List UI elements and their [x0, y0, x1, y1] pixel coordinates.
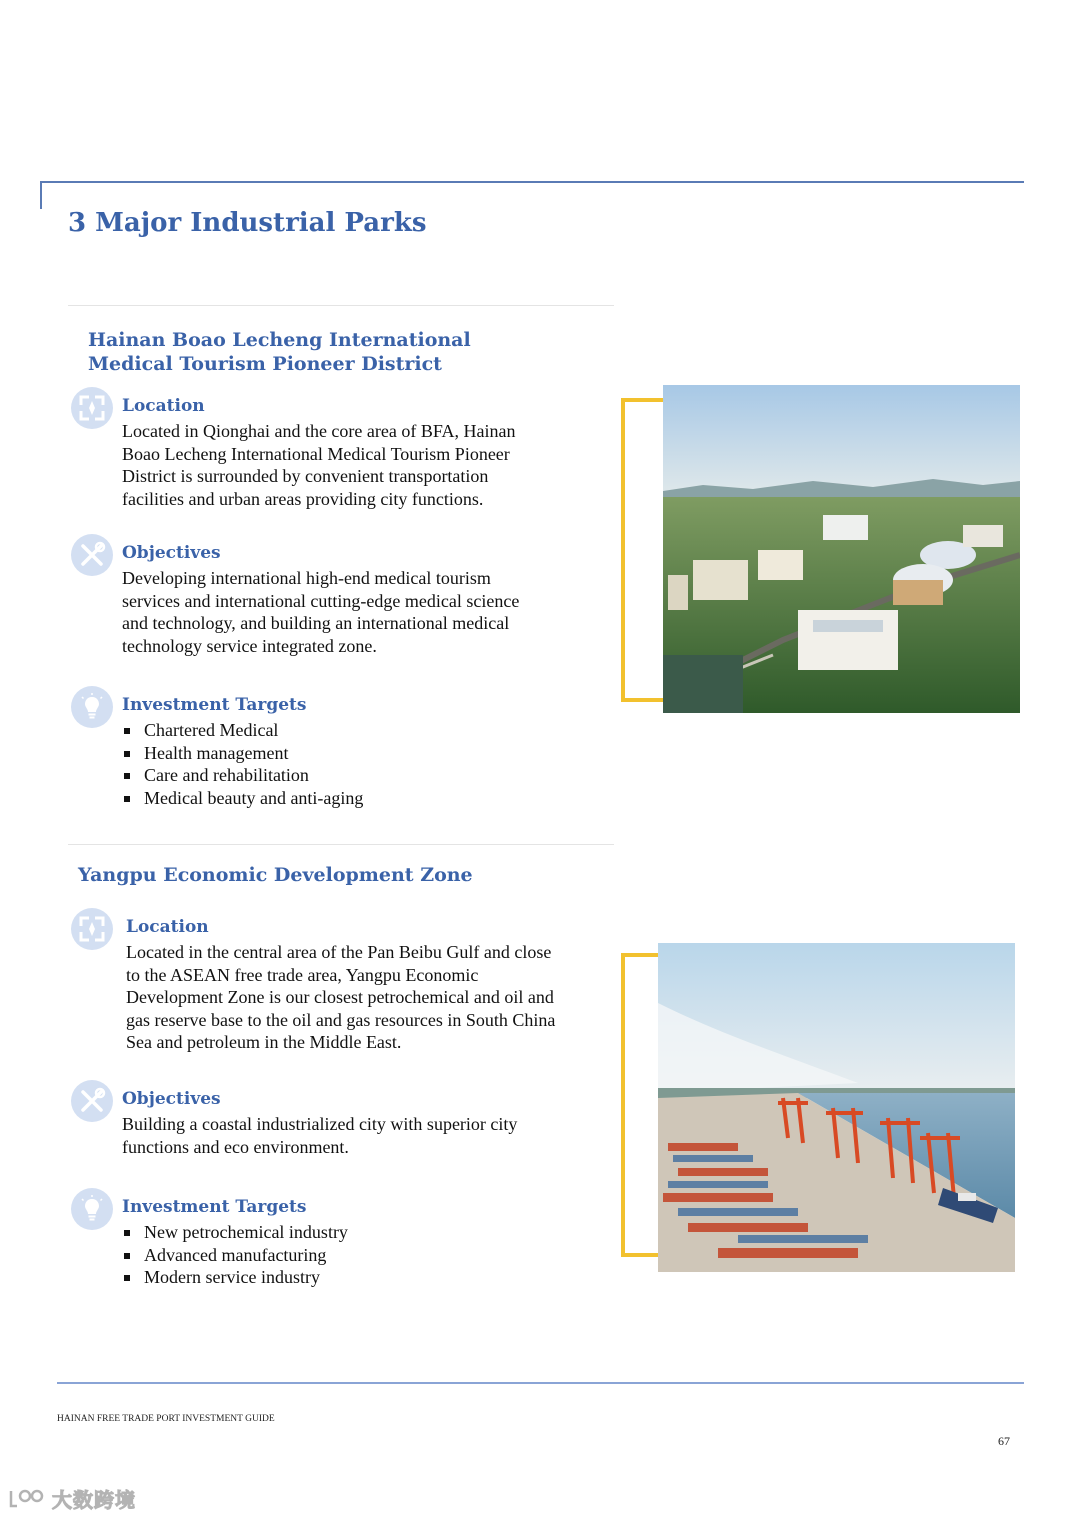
text-line: services and international cutting-edge medical science	[122, 590, 520, 611]
park-title-line: Yangpu Economic Development Zone	[78, 864, 473, 886]
text-line: District is surrounded by convenient transportation	[122, 466, 489, 486]
text-line: Sea and petroleum in the Middle East.	[126, 1032, 402, 1052]
objectives-heading: Objectives	[122, 543, 221, 563]
text-line: Building a coastal industrialized city with superior city	[122, 1114, 518, 1134]
list-item: New petrochemical industry	[122, 1221, 348, 1244]
location-heading: Location	[122, 396, 205, 416]
objectives-icon	[71, 1080, 113, 1122]
text-line: Located in Qionghai and the core area of BFA, Hainan	[122, 421, 516, 441]
objectives-heading: Objectives	[122, 1089, 221, 1109]
list-item: Advanced manufacturing	[122, 1244, 348, 1267]
compass-map-icon	[77, 914, 107, 944]
targets-list	[122, 1221, 348, 1289]
section-divider	[68, 305, 614, 306]
park-title-line: Medical Tourism Pioneer District	[88, 353, 442, 375]
photo-bracket	[621, 953, 660, 1257]
header-rule	[40, 181, 1024, 183]
park-title	[78, 863, 473, 887]
list-item: Health management	[122, 742, 363, 765]
text-line: Located in the central area of the Pan Beibu Gulf and close	[126, 942, 552, 962]
watermark-text: 大数跨境	[52, 1488, 136, 1512]
location-text	[122, 420, 602, 510]
footer-text: HAINAN FREE TRADE PORT INVESTMENT GUIDE	[57, 1414, 275, 1424]
park-title	[88, 328, 471, 376]
location-icon	[71, 908, 113, 950]
lightbulb-icon	[77, 692, 107, 722]
park-title-line: Hainan Boao Lecheng International	[88, 329, 471, 351]
list-item: Medical beauty and anti-aging	[122, 787, 363, 810]
text-line: to the ASEAN free trade area, Yangpu Economic	[126, 964, 479, 985]
text-line: and technology, and building an international medical	[122, 613, 510, 633]
tools-icon	[77, 1086, 107, 1116]
tools-icon	[77, 540, 107, 570]
targets-list	[122, 719, 363, 809]
text-line: Boao Lecheng International Medical Tourism Pioneer	[122, 443, 510, 464]
location-icon	[71, 387, 113, 429]
objectives-text	[122, 1113, 602, 1158]
port-photo	[658, 943, 1015, 1272]
targets-heading: Investment Targets	[122, 695, 307, 715]
page-title: 3 Major Industrial Parks	[68, 208, 427, 238]
location-heading: Location	[126, 917, 209, 937]
aerial-image	[663, 385, 1020, 713]
medical-district-photo	[663, 385, 1020, 713]
targets-heading: Investment Targets	[122, 1197, 307, 1217]
header-rule-tick	[40, 181, 42, 209]
aerial-image	[658, 943, 1015, 1272]
watermark-logo-icon	[8, 1488, 48, 1510]
list-item: Chartered Medical	[122, 719, 363, 742]
photo-bracket	[621, 398, 665, 702]
lightbulb-icon	[77, 1194, 107, 1224]
text-line: technology service integrated zone.	[122, 635, 377, 656]
section-divider	[68, 844, 614, 845]
page-number: 67	[998, 1434, 1010, 1448]
text-line: facilities and urban areas providing city functions.	[122, 488, 484, 509]
text-line: Developing international high-end medical tourism	[122, 568, 491, 588]
text-line: gas reserve base to the oil and gas resources in South China	[126, 1009, 556, 1030]
objectives-icon	[71, 534, 113, 576]
list-item: Modern service industry	[122, 1266, 348, 1289]
list-item: Care and rehabilitation	[122, 764, 363, 787]
targets-icon	[71, 686, 113, 728]
objectives-text	[122, 567, 602, 657]
footer-rule	[57, 1382, 1024, 1384]
targets-icon	[71, 1188, 113, 1230]
text-line: functions and eco environment.	[122, 1136, 349, 1157]
location-text	[126, 941, 616, 1054]
compass-map-icon	[77, 393, 107, 423]
text-line: Development Zone is our closest petrochemical and oil and	[126, 987, 554, 1007]
watermark	[8, 1484, 136, 1513]
